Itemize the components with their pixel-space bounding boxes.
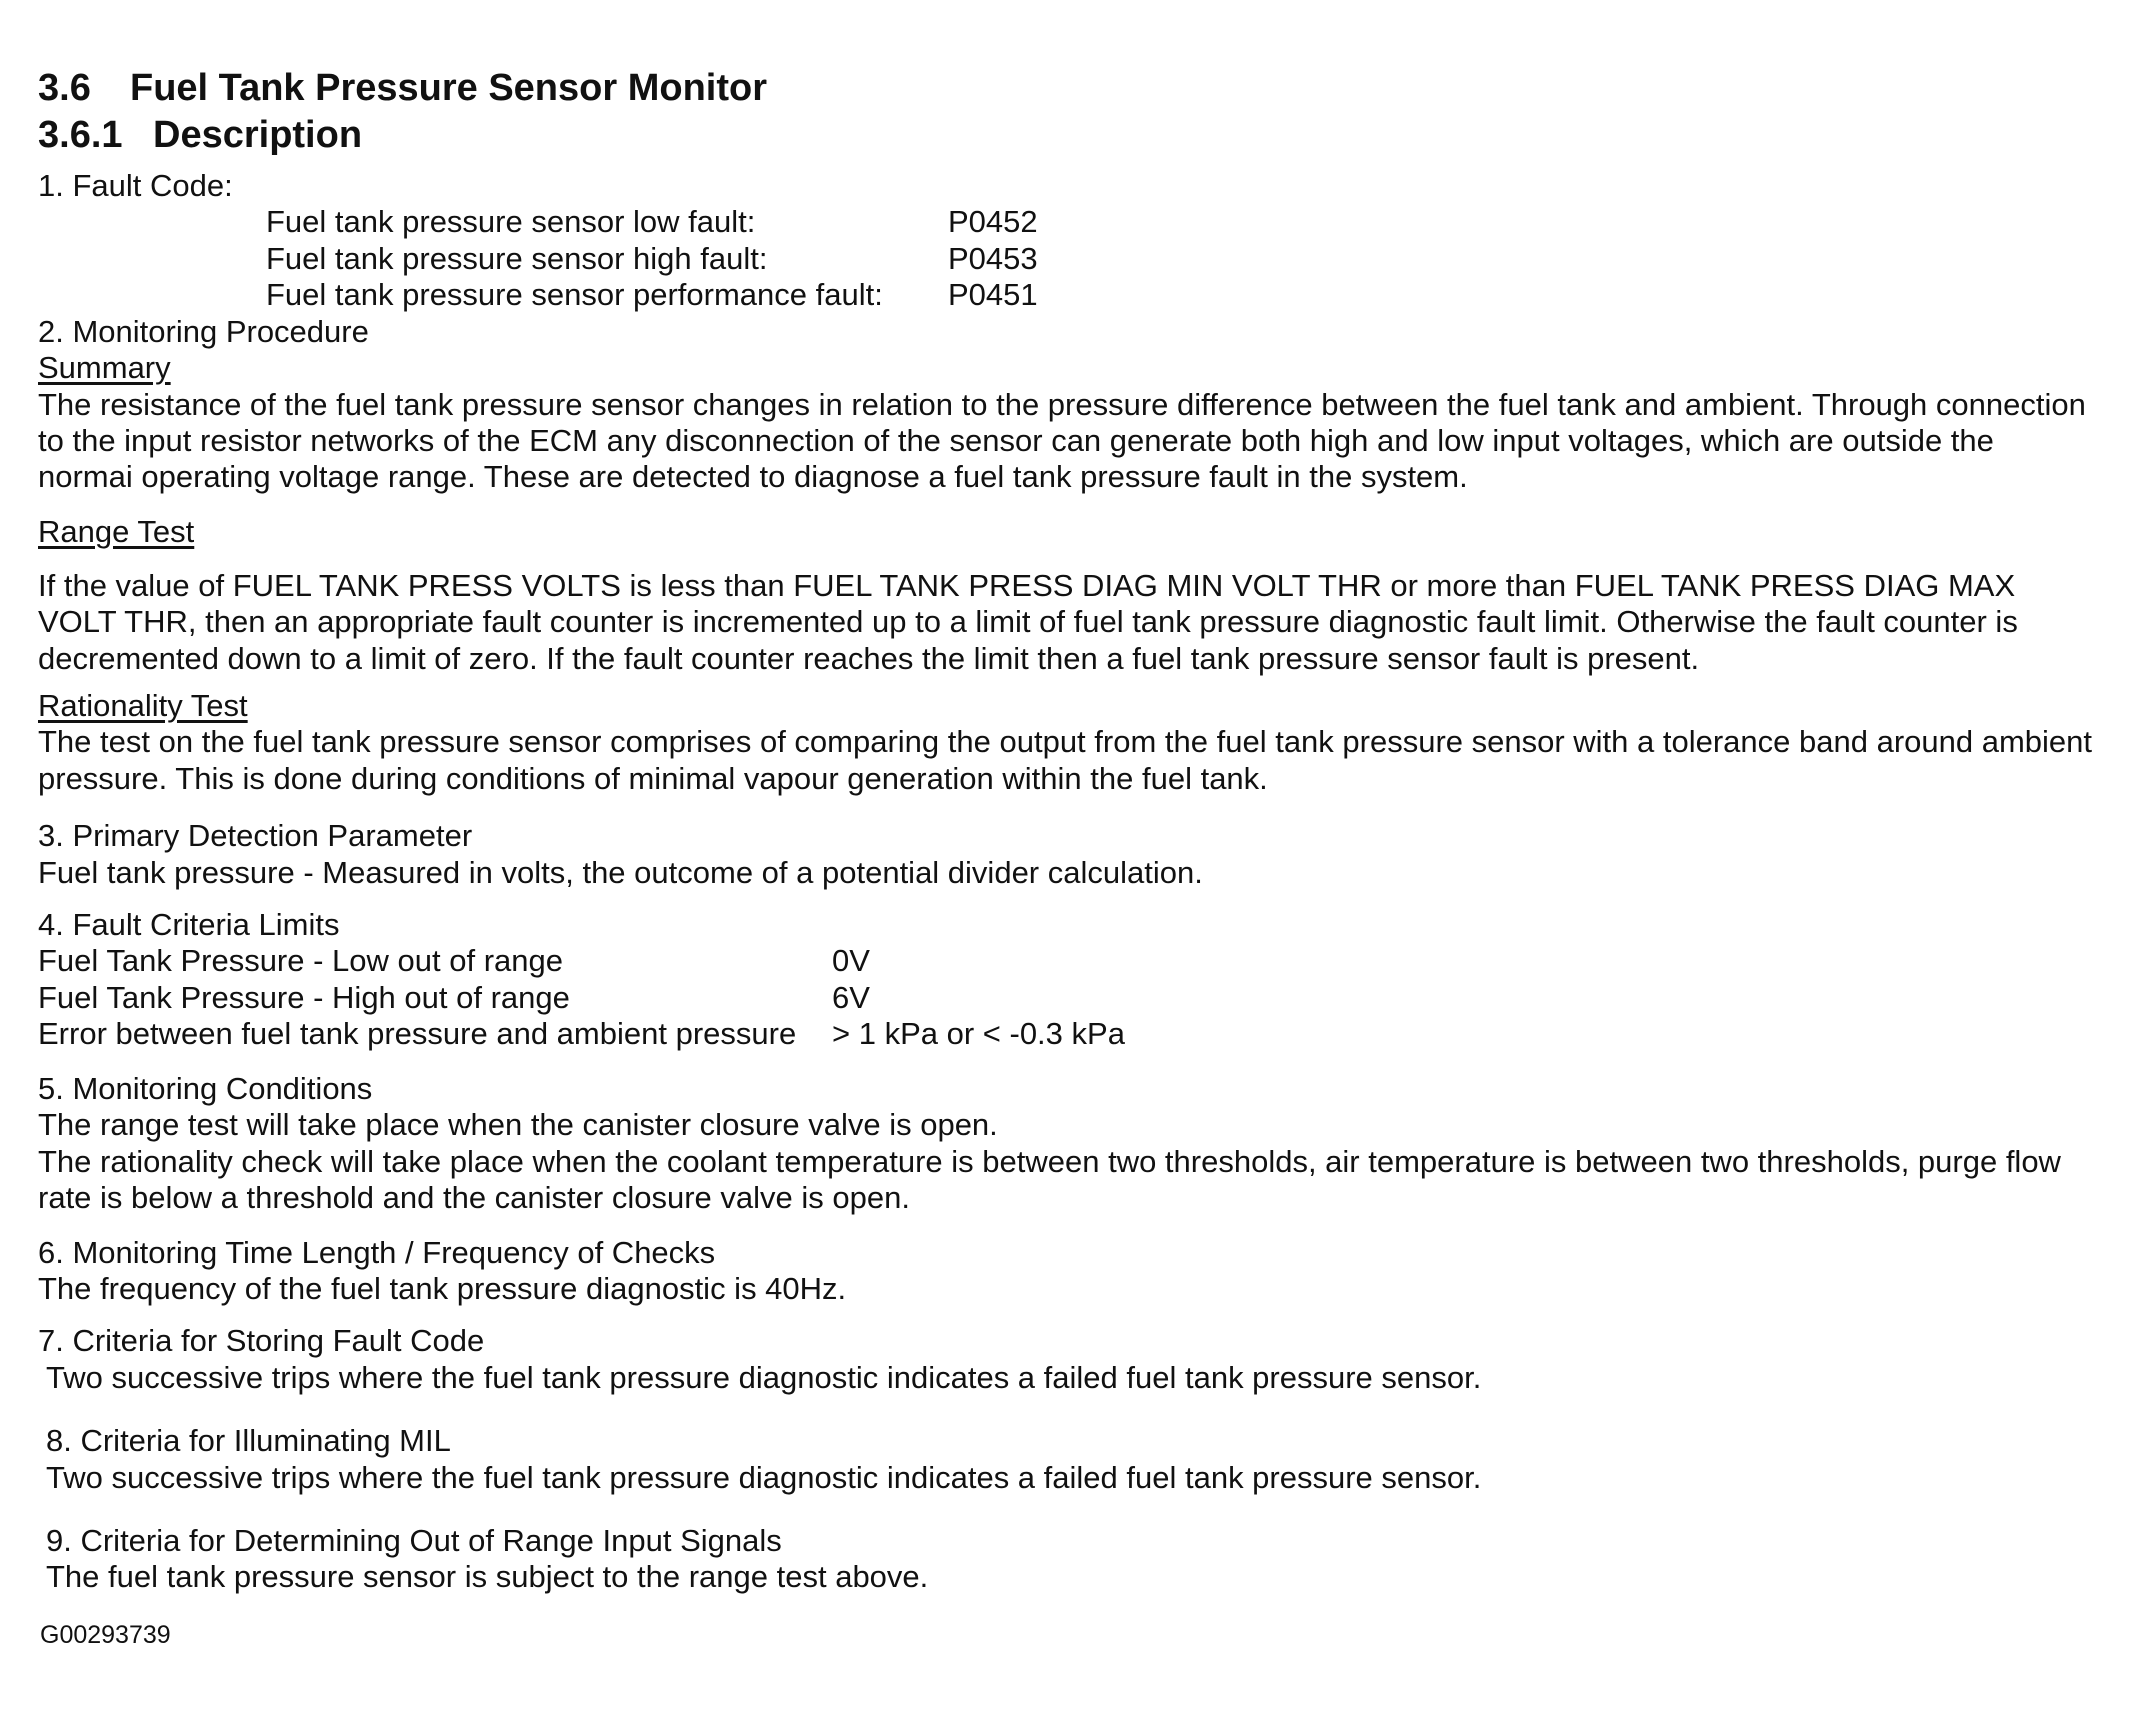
summary-line: normai operating voltage range. These are detected to diagnose a fuel tank pressure fault in the system. <box>38 459 1468 494</box>
mil-criteria-title: 8. Criteria for Illuminating MIL <box>46 1423 451 1458</box>
range-test-line: decremented down to a limit of zero. If the fault counter reaches the limit then a fuel tank pressure sensor fault is present. <box>38 641 1700 676</box>
rationality-test-line: The test on the fuel tank pressure sensor comprises of comparing the output from the fuel tank pressure sensor with a tolerance band around ambient <box>38 724 2093 759</box>
fault-code-row-label: Fuel tank pressure sensor performance fault: <box>266 277 883 312</box>
fault-code-row-label: Fuel tank pressure sensor high fault: <box>266 241 768 276</box>
rationality-test-line: pressure. This is done during conditions of minimal vapour generation within the fuel tank. <box>38 761 1268 796</box>
summary-line: The resistance of the fuel tank pressure sensor changes in relation to the pressure difference between the fuel tank and ambient. Through connection <box>38 387 2086 422</box>
fault-criteria-value: 0V <box>832 943 870 978</box>
fault-criteria-label: Error between fuel tank pressure and ambient pressure <box>38 1016 797 1051</box>
fault-code-row-label: Fuel tank pressure sensor low fault: <box>266 204 756 239</box>
primary-detection-text: Fuel tank pressure - Measured in volts, the outcome of a potential divider calculation. <box>38 855 1203 890</box>
out-of-range-text: The fuel tank pressure sensor is subject to the range test above. <box>46 1559 929 1594</box>
monitoring-time-title: 6. Monitoring Time Length / Frequency of Checks <box>38 1235 716 1270</box>
monitoring-conditions-line: rate is below a threshold and the canister closure valve is open. <box>38 1180 910 1215</box>
subsection-title: Description <box>153 114 363 156</box>
storing-criteria-text: Two successive trips where the fuel tank pressure diagnostic indicates a failed fuel tank pressure sensor. <box>46 1360 1482 1395</box>
fault-criteria-label: Fuel Tank Pressure - High out of range <box>38 980 570 1015</box>
fault-code-row-code: P0453 <box>948 241 1038 276</box>
fault-criteria-label: Fuel Tank Pressure - Low out of range <box>38 943 563 978</box>
monitoring-conditions-line: The range test will take place when the canister closure valve is open. <box>38 1107 998 1142</box>
fault-criteria-title: 4. Fault Criteria Limits <box>38 907 340 942</box>
rationality-test-label: Rationality Test <box>38 688 248 723</box>
range-test-line: If the value of FUEL TANK PRESS VOLTS is less than FUEL TANK PRESS DIAG MIN VOLT THR or more than FUEL TANK PRESS DIAG MAX <box>38 568 2016 603</box>
out-of-range-title: 9. Criteria for Determining Out of Range Input Signals <box>46 1523 782 1558</box>
mil-criteria-text: Two successive trips where the fuel tank pressure diagnostic indicates a failed fuel tank pressure sensor. <box>46 1460 1482 1495</box>
monitoring-time-text: The frequency of the fuel tank pressure diagnostic is 40Hz. <box>38 1271 847 1306</box>
summary-line: to the input resistor networks of the ECM any disconnection of the sensor can generate both high and low input voltages, which are outside the <box>38 423 1994 458</box>
summary-label: Summary <box>38 350 171 385</box>
monitoring-conditions-title: 5. Monitoring Conditions <box>38 1071 373 1106</box>
fault-code-title: 1. Fault Code: <box>38 168 233 203</box>
storing-criteria-title: 7. Criteria for Storing Fault Code <box>38 1323 485 1358</box>
monitoring-conditions-line: The rationality check will take place when the coolant temperature is between two thresholds, air temperature is between two thresholds, purge flow <box>38 1144 2061 1179</box>
primary-detection-title: 3. Primary Detection Parameter <box>38 818 473 853</box>
subsection-number: 3.6.1 <box>38 114 123 156</box>
fault-criteria-value: > 1 kPa or < -0.3 kPa <box>832 1016 1125 1051</box>
monitoring-procedure-title: 2. Monitoring Procedure <box>38 314 369 349</box>
fault-criteria-value: 6V <box>832 980 870 1015</box>
section-number: 3.6 <box>38 67 91 109</box>
fault-code-row-code: P0451 <box>948 277 1038 312</box>
range-test-label: Range Test <box>38 514 195 549</box>
range-test-line: VOLT THR, then an appropriate fault counter is incremented up to a limit of fuel tank pressure diagnostic fault limit. Otherwise the fault counter is <box>38 604 2018 639</box>
document-id: G00293739 <box>40 1621 171 1649</box>
fault-code-row-code: P0452 <box>948 204 1038 239</box>
section-title: Fuel Tank Pressure Sensor Monitor <box>130 67 768 109</box>
